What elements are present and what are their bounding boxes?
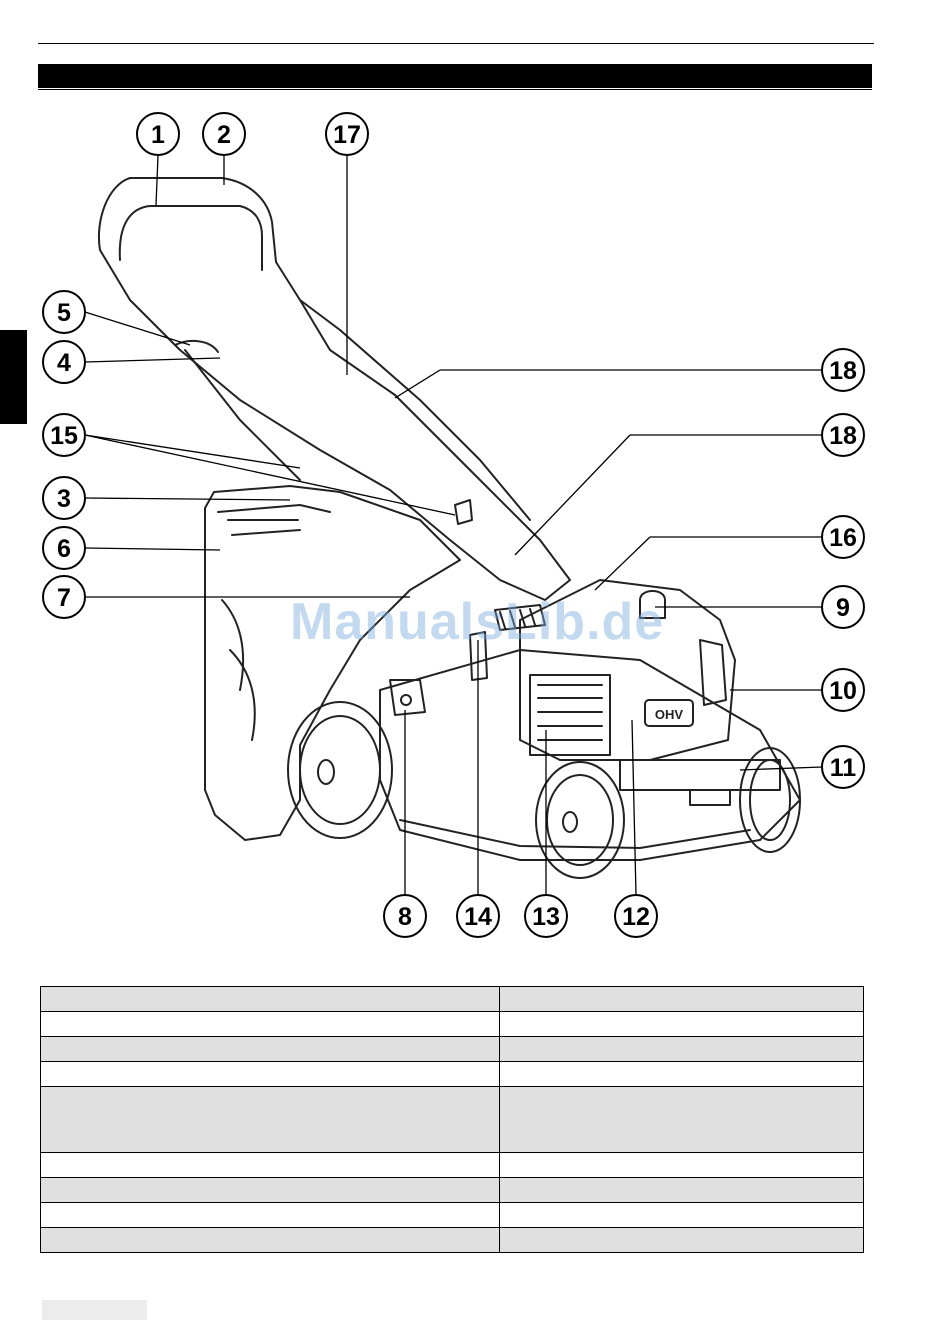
callout-4 (43, 341, 85, 383)
table-cell-left (41, 1228, 500, 1253)
table-row (41, 1228, 864, 1253)
rear-wheel (288, 702, 392, 838)
footer-page-marker (42, 1300, 147, 1320)
table-cell-left (41, 1062, 500, 1087)
title-underline (38, 89, 872, 90)
top-rule (38, 43, 874, 44)
callout-18-bottom (822, 414, 864, 456)
table-cell-right (500, 987, 864, 1012)
table-cell-left (41, 1153, 500, 1178)
watermark-text: ManualsLib.de (290, 593, 665, 651)
table-row (41, 987, 864, 1012)
callout-12 (615, 895, 657, 937)
callout-9 (822, 586, 864, 628)
callout-7 (43, 576, 85, 618)
svg-text:16: 16 (829, 524, 857, 552)
callout-6 (43, 527, 85, 569)
table-row (41, 1203, 864, 1228)
table-row (41, 1087, 864, 1153)
svg-text:6: 6 (57, 535, 71, 563)
svg-text:7: 7 (57, 584, 71, 612)
svg-text:18: 18 (829, 357, 857, 385)
ohv-badge-label: OHV (654, 707, 684, 722)
table-cell-left (41, 1012, 500, 1037)
table-cell-right (500, 1012, 864, 1037)
callout-8 (384, 895, 426, 937)
leader-lines (85, 156, 822, 895)
svg-text:8: 8 (398, 903, 412, 931)
svg-text:18: 18 (829, 422, 857, 450)
svg-text:4: 4 (57, 349, 71, 377)
svg-text:12: 12 (622, 903, 650, 931)
svg-text:3: 3 (57, 485, 71, 513)
section-title-bar (38, 64, 872, 88)
table-row (41, 1012, 864, 1037)
svg-text:11: 11 (829, 754, 857, 782)
callout-2 (203, 113, 245, 155)
callout-17 (326, 113, 368, 155)
callout-13 (525, 895, 567, 937)
table-cell-right (500, 1037, 864, 1062)
table-row (41, 1037, 864, 1062)
callout-11 (822, 746, 864, 788)
handle-bar (99, 178, 570, 600)
svg-text:9: 9 (836, 594, 850, 622)
svg-text:14: 14 (464, 903, 492, 931)
table-cell-left (41, 1037, 500, 1062)
table-row (41, 1153, 864, 1178)
table-cell-left (41, 1087, 500, 1153)
svg-text:2: 2 (217, 121, 231, 149)
table-cell-right (500, 1062, 864, 1087)
lawnmower-illustration (0, 100, 950, 960)
callout-5 (43, 291, 85, 333)
table-cell-right (500, 1203, 864, 1228)
callout-18-top (822, 349, 864, 391)
table-row (41, 1178, 864, 1203)
callout-1 (137, 113, 179, 155)
table-cell-left (41, 1178, 500, 1203)
svg-text:15: 15 (50, 422, 78, 450)
callout-14 (457, 895, 499, 937)
parts-table (40, 986, 864, 1253)
lawnmower-diagram (0, 100, 950, 960)
table-cell-left (41, 987, 500, 1012)
table-row (41, 1062, 864, 1087)
table-cell-right (500, 1228, 864, 1253)
table-cell-right (500, 1178, 864, 1203)
table-cell-right (500, 1153, 864, 1178)
callout-15 (43, 414, 85, 456)
callout-10 (822, 669, 864, 711)
svg-text:10: 10 (829, 677, 857, 705)
ohv-badge (645, 700, 693, 726)
svg-text:5: 5 (57, 299, 71, 327)
callout-3 (43, 477, 85, 519)
table-cell-left (41, 1203, 500, 1228)
svg-text:1: 1 (151, 121, 165, 149)
svg-text:17: 17 (333, 121, 361, 149)
svg-text:13: 13 (532, 903, 560, 931)
callout-16 (822, 516, 864, 558)
table-cell-right (500, 1087, 864, 1153)
